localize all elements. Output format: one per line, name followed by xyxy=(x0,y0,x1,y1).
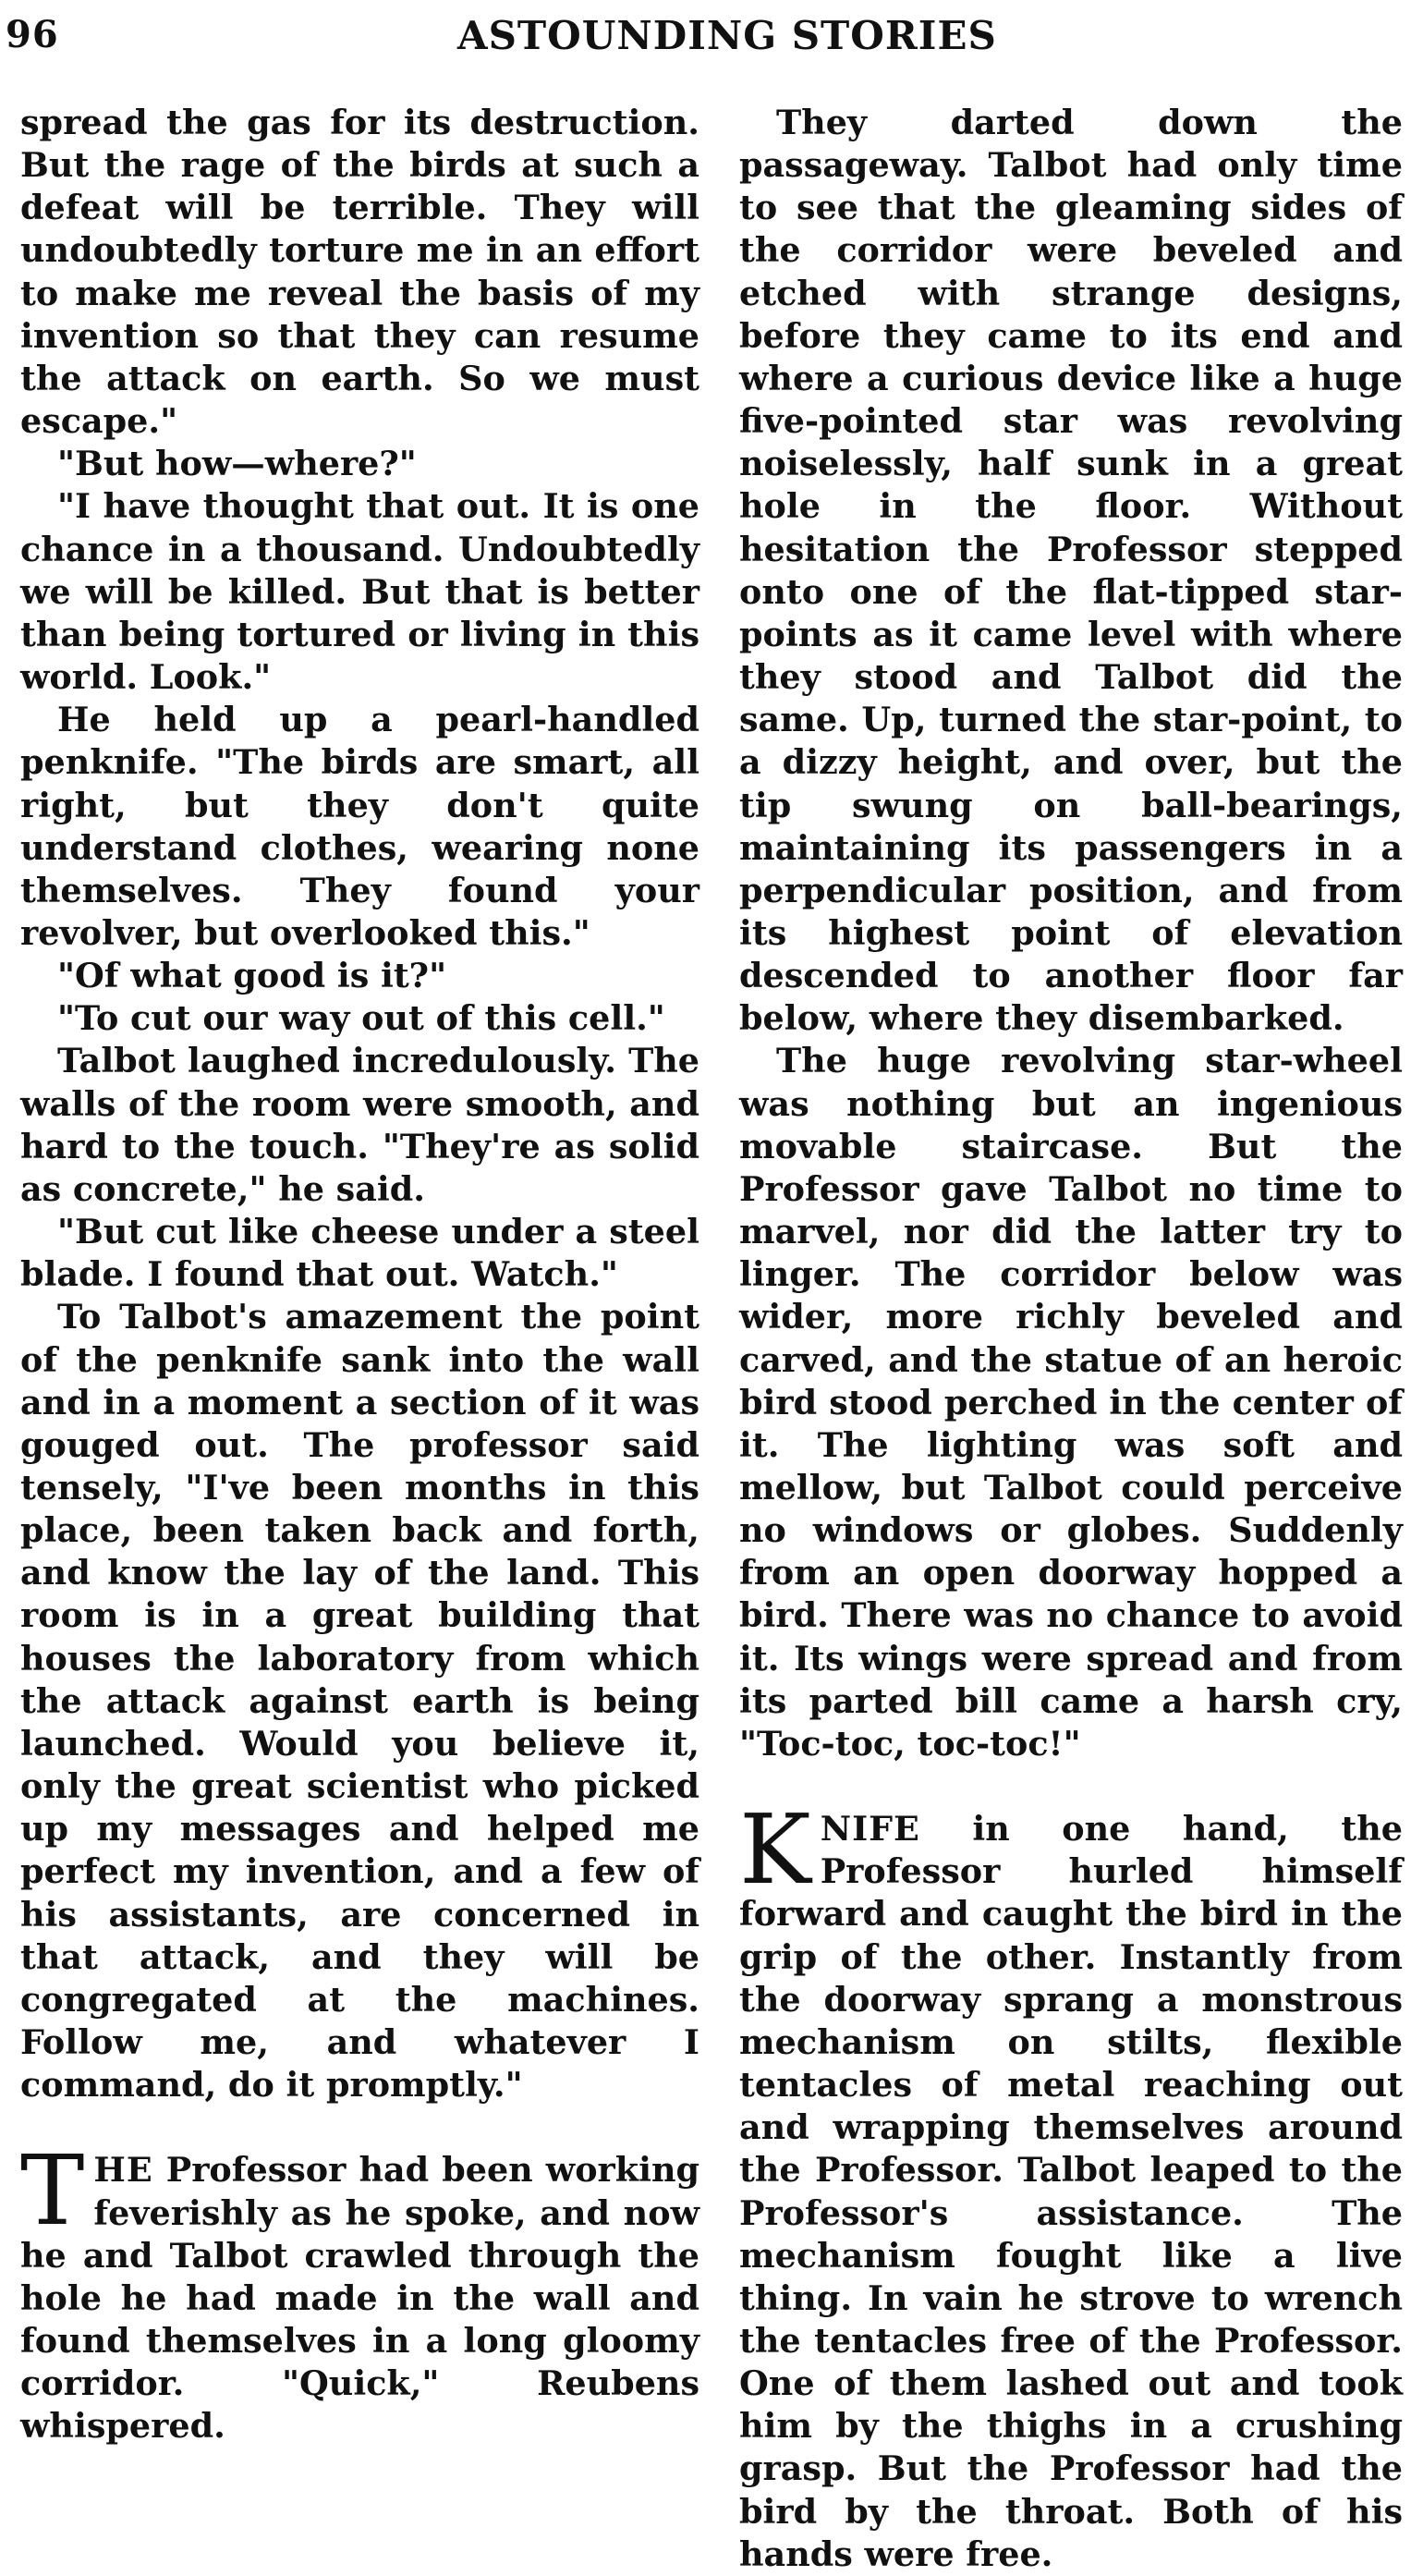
running-title: ASTOUNDING STORIES xyxy=(457,13,997,58)
paragraph: The huge revolving star-wheel was nothing but an ingenious movable staircase. But the Professor gave Talbot no time to marvel, nor did the latter try to linger. The corridor below was wider, more richly beveled and carved, and the statue of an heroic bird stood perched in the center of it. The lighting was soft and mellow, but Talbot could perceive no windows or globes. Suddenly from an open doorway hopped a bird. There was no chance to avoid it. Its wings were spread and from its parted bill came a harsh cry, "Toc-toc, toc-toc!" xyxy=(739,1041,1403,1764)
drop-cap: K xyxy=(739,1793,811,1907)
section-opening-paragraph xyxy=(20,2134,699,2448)
paragraph: "Of what good is it?" xyxy=(57,956,447,996)
paragraph: To Talbot's amazement the point of the penknife sank into the wall and in a moment a section of it was gouged out. The professor said tensely, "I've been months in this place, been taken back and forth, and know the lay of the land. This room is in a great building that houses the laboratory from which the attack against earth is being launched. Would you believe it, only the great scientist who picked up my messages and helped me perfect my invention, and a few of his assistants, are concerned in that attack, and they will be congregated at the machines. Follow me, and whatever I command, do it promptly." xyxy=(20,1297,699,2106)
right-column xyxy=(739,102,1403,2574)
page-number: 96 xyxy=(6,13,59,56)
paragraph-text: in one hand, the Professor hurled himself forward and caught the bird in the grip of the other. Instantly from the doorway sprang a monstrous mechanism on stilts, flexible tentacles of metal reaching out and wrapping themselves around the Professor. Talbot leaped to the Professor's assistance. The mechanism fought like a live thing. In vain he strove to wrench the tentacles free of the Professor. One of them lashed out and took him by the thighs in a crushing grasp. But the Professor had the bird by the throat. Both of his hands were free. xyxy=(739,1809,1403,2574)
paragraph: "To cut our way out of this cell." xyxy=(57,998,665,1039)
section-break xyxy=(739,1765,1403,1808)
drop-cap: T xyxy=(20,2134,85,2248)
paragraph: "But cut like cheese under a steel blade. I found that out. Watch." xyxy=(20,1212,699,1295)
paragraph: Talbot laughed incredulously. The walls of the room were smooth, and hard to the touch. "They're as solid as concrete," he said. xyxy=(20,1041,699,1209)
paragraph: "But how—where?" xyxy=(57,444,417,484)
lead-in: HE xyxy=(93,2150,153,2191)
paragraph: spread the gas for its destruction. But the rage of the birds at such a defeat will be terrible. They will undoubtedly torture me in an effort to make me reveal the basis of my invention so that they can resume the attack on earth. So we must escape." xyxy=(20,103,699,442)
paragraph-text: Professor had been working feverishly as he spoke, and now he and Talbot crawled through the hole he had made in the wall and found themselves in a long gloomy corridor. "Quick," Reubens whispered. xyxy=(20,2150,699,2447)
section-break xyxy=(20,2106,699,2149)
paragraph: They darted down the passageway. Talbot had only time to see that the gleaming sides of the corridor were beveled and etched with strange designs, before they came to its end and where a curious device like a huge five-pointed star was revolving noiselessly, half sunk in a great hole in the floor. Without hesitation the Professor stepped onto one of the flat-tipped star-points as it came level with where they stood and Talbot did the same. Up, turned the star-point, to a dizzy height, and over, but the tip swung on ball-bearings, maintaining its passengers in a perpendicular position, and from its highest point of elevation descended to another floor far below, where they disembarked. xyxy=(739,103,1403,1039)
paragraph: He held up a pearl-handled penknife. "The birds are smart, all right, but they don't quite understand clothes, wearing none themselves. They found your revolver, but overlooked this." xyxy=(20,700,699,953)
section-opening-paragraph xyxy=(739,1793,1403,2576)
left-column xyxy=(20,102,699,2447)
lead-in: NIFE xyxy=(820,1809,920,1850)
page-header xyxy=(0,7,1423,65)
paragraph: "I have thought that out. It is one chance in a thousand. Undoubtedly we will be killed. But that is better than being tortured or living in this world. Look." xyxy=(20,486,699,698)
